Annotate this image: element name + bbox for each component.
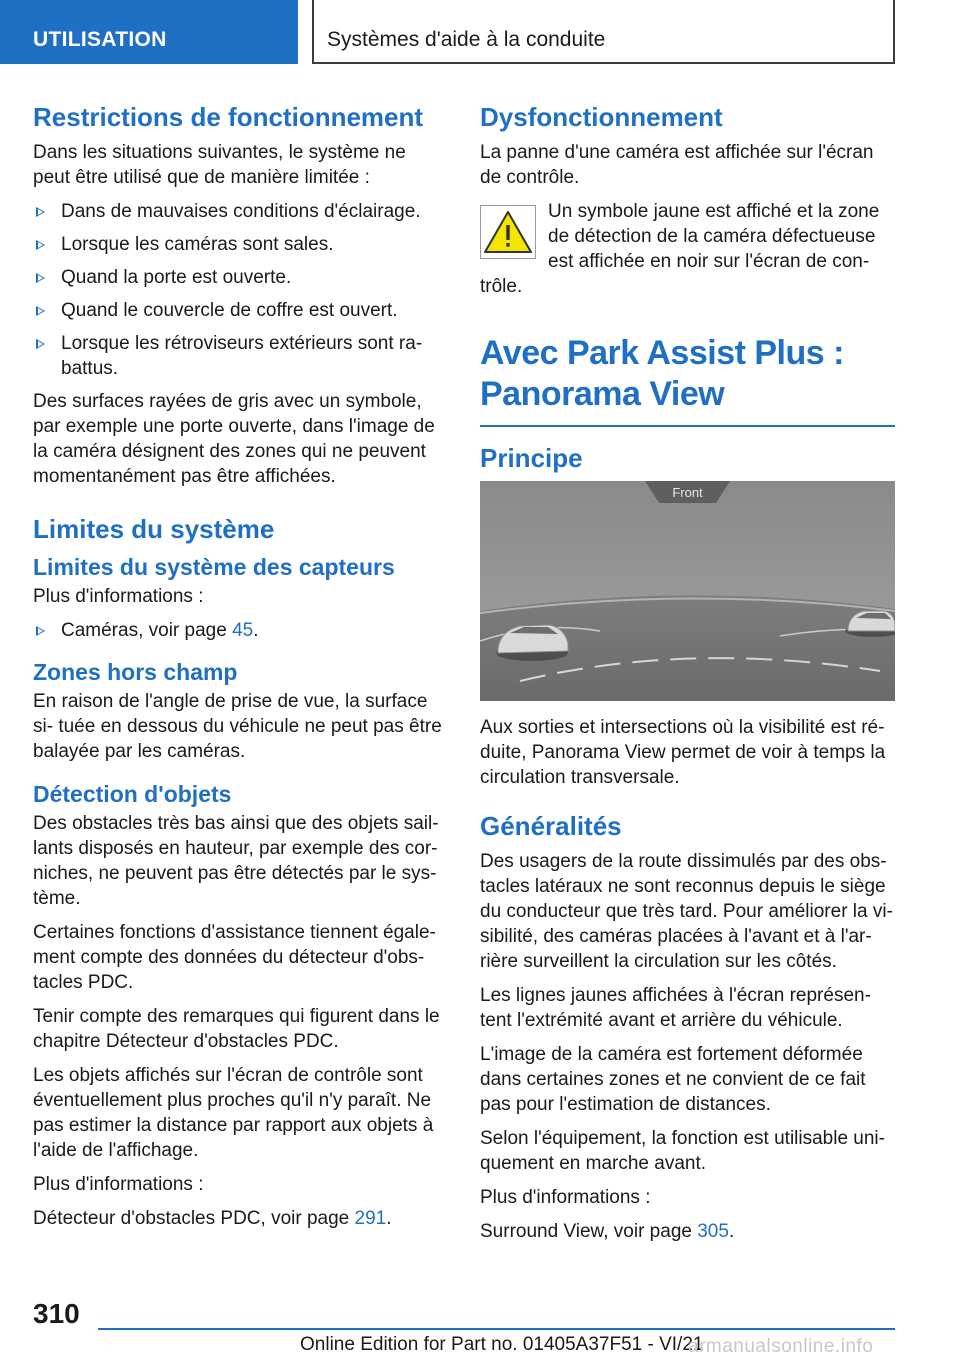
page-ref-link-291[interactable]: 291 [354,1208,387,1229]
para-plus-info-1: Plus d'informations : [33,586,204,607]
page-ref-link-45[interactable]: 45 [232,620,254,641]
warning-block [480,199,895,299]
para-detection-3: Tenir compte des remarques qui figurent dans le chapitre Détecteur d'obstacles PDC. [33,1006,440,1052]
heading-principe: Principe [480,443,583,473]
header-chapter-title: Systèmes d'aide à la conduite [312,0,895,64]
para-generalites-2: Les lignes jaunes affichées à l'écran représen‐ tent l'extrémité avant et arrière du véhicule. [480,985,871,1031]
para-generalites-3: L'image de la caméra est fortement déformée dans certaines zones et ne convient de ce fait pas pour l'estimation de distances. [480,1044,866,1115]
watermark: armanualsonline.info [688,1336,874,1357]
footer-edition: Online Edition for Part no. 01405A37F51 - VI/21 [300,1334,704,1355]
para-detection-4: Les objets affichés sur l'écran de contrôle sont éventuellement plus proches qu'il n'y paraît. Ne pas estimer la distance par rapport aux objets à l'aide de l'affichage. [33,1065,434,1161]
left-column [33,100,448,1240]
camera-label-front: Front [672,485,703,500]
para-principe: Aux sorties et intersections où la visibilité est ré‐ duite, Panorama View permet de voir à temps la circulation transversale. [480,717,886,788]
heading-dysfonctionnement: Dysfonctionnement [480,102,723,132]
heading-zones: Zones hors champ [33,659,238,685]
heading-detection: Détection d'objets [33,781,232,807]
para-generalites-1: Des usagers de la route dissimulés par des obs‐ tacles latéraux ne sont reconnus depuis le siège du conducteur que très tard. Pour améliorer la vi‐ sibilité, des caméras placées à l'avant et à l'ar‐ rière surveillent la circulation sur les côtés. [480,851,893,972]
page-number: 310 [33,1298,80,1329]
heading-capteurs: Limites du système des capteurs [33,554,395,580]
heading-restrictions: Restrictions de fonctionnement [33,102,424,132]
para-warning: Un symbole jaune est affiché et la zone de détection de la caméra défectueuse est affichée en noir sur l'écran de con‐ trôle. [480,201,880,297]
para-ref-surround: Surround View, voir page 305. [480,1221,735,1242]
list-item: Dans de mauvaises conditions d'éclairage. [33,199,448,224]
para-generalites-4: Selon l'équipement, la fonction est utilisable uni‐ quement en marche avant. [480,1128,885,1174]
para-dysfonctionnement: La panne d'une caméra est affichée sur l'écran de contrôle. [480,142,874,188]
triangle-bullet-icon [36,306,45,316]
warning-triangle-icon [480,205,536,259]
para-plus-info-3: Plus d'informations : [480,1187,651,1208]
para-plus-info-2: Plus d'informations : [33,1174,204,1195]
para-surfaces: Des surfaces rayées de gris avec un symbole, par exemple une porte ouverte, dans l'image de la caméra désignent des zones qui ne peuvent momentanément pas être affichées. [33,391,435,487]
para-detection-1: Des obstacles très bas ainsi que des objets sail‐ lants disposés en hauteur, par exemple des cor‐ niches, ne peuvent pas être détectés par le sys‐ tème. [33,813,439,909]
triangle-bullet-icon [36,626,45,636]
heading-generalites: Généralités [480,811,622,841]
panorama-view-camera-image [480,481,895,701]
page-ref-link-305[interactable]: 305 [697,1221,729,1242]
heading-limites: Limites du système [33,514,275,544]
heading-rule [480,425,895,427]
para-ref-pdc: Détecteur d'obstacles PDC, voir page 291. [33,1208,392,1229]
triangle-bullet-icon [36,273,45,283]
list-item: Quand la porte est ouverte. [33,265,448,290]
triangle-bullet-icon [36,207,45,217]
para-restrictions: Dans les situations suivantes, le système ne peut être utilisé que de manière limitée : [33,142,406,188]
list-item: Caméras, voir page 45. [33,618,448,643]
cameras-list [33,618,448,643]
list-item: Quand le couvercle de coffre est ouvert. [33,298,448,323]
restrictions-list [33,199,448,381]
triangle-bullet-icon [36,339,45,349]
footer-rule [98,1328,895,1330]
list-item: Lorsque les rétroviseurs extérieurs sont ra‐ battus. [33,331,448,381]
heading-park-assist: Avec Park Assist Plus : Panorama View [480,334,844,413]
right-column [480,100,895,1253]
header-section-tab: UTILISATION [0,0,298,64]
para-detection-2: Certaines fonctions d'assistance tiennent égale‐ ment compte des données du détecteur d'obs‐ tacles PDC. [33,922,436,993]
para-zones: En raison de l'angle de prise de vue, la surface si‐ tuée en dessous du véhicule ne peut pas être balayée par les caméras. [33,691,442,762]
list-item: Lorsque les caméras sont sales. [33,232,448,257]
triangle-bullet-icon [36,240,45,250]
